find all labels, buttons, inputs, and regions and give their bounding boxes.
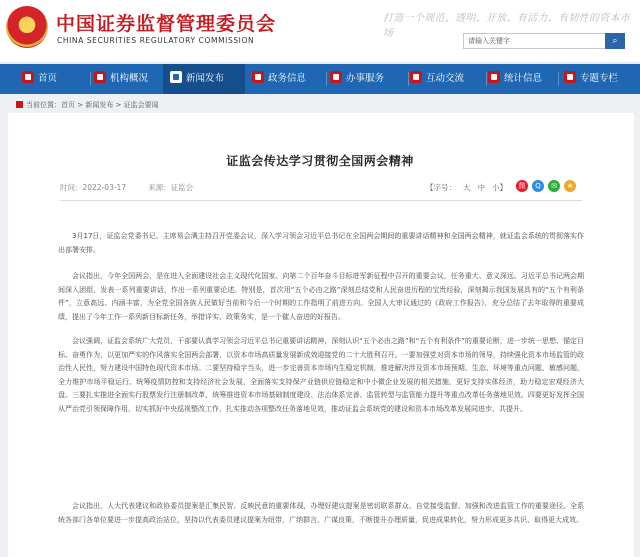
building-icon [94, 71, 106, 83]
article-meta [60, 182, 215, 193]
chart-icon [488, 71, 500, 83]
nav-divider [326, 72, 327, 86]
location-icon [16, 101, 23, 108]
nav-divider [486, 72, 487, 86]
nav-item-services[interactable]: 办事服务 [330, 64, 402, 94]
font-size-small[interactable]: 小】 [492, 183, 507, 192]
home-icon [22, 71, 34, 83]
chat-icon [410, 71, 422, 83]
nav-item-news[interactable]: 新闻发布 [163, 64, 245, 94]
search-box[interactable] [463, 33, 625, 49]
breadcrumb [16, 100, 159, 110]
bookmark-icon [564, 71, 576, 83]
article-paragraph: 会议强调，证监会系统广大党员、干部要认真学习领会习近平总书记重要讲话精神，深刻认识“五个必由之路”和“五个有利条件”的重要论断，进一步统一思想、锚定目标、奋勇作为，以更加严实的作风落实全国两会部署，以资本市场高质量发展新成效迎接党的二十大胜利召开。一要加强党对资本市场的领导，持续强化资本市场监管的政治性人民性，努力建设中国特色现代资本市场。二要坚持稳字当头，进一步完善资本市场内生稳定机制，推进解决涉及资本市场预期、生态、环境等重点问题、敏感问题，全力维护市场平稳运行。统筹疫情防控和支持经济社会发展，全面落实支持保产业链供应链稳定和中小微企业发展的相关措施，更好支持实体经济，助力稳定宏观经济大盘。三要扎实推进全面实行股票发行注册制改革，统筹推进资本市场基础制度建设、法治体系完善、监管转型与监管能力提升等重点改革任务落地见效。四要更好发挥全国从严治党引领保障作用，切实抓好中央巡视整改工作，扎实推动各项整改任务落地见效，推动证监会系统党的建设和资本市场改革发展同进步、共提升。 [58, 337, 584, 413]
nav-item-statistics[interactable]: 统计信息 [488, 64, 554, 94]
share-qq-icon[interactable]: Q [532, 180, 544, 192]
article-title: 证监会传达学习贯彻全国两会精神 [226, 154, 414, 168]
font-size-medium[interactable]: 中 [477, 183, 485, 192]
user-icon [330, 71, 342, 83]
nav-item-topics[interactable]: 专题专栏 [564, 64, 634, 94]
article-paragraph: 会议指出，今年全国两会，是在进入全面建设社会主义现代化国家、向第二个百年奋斗目标进军新征程中召开的重要会议，任务重大、意义深远。习近平总书记两会期间深入团组，发表一系列重要讲话，作出一系列重要论述。特别是，首次用“五个必由之路”深刻总结党和人民奋进历程的宝贵经验，深刻揭示我国发展具有的“五个有利条件”，立意高远、内涵丰富，为全党全国各族人民做好当前和今后一个时期的工作指明了前进方向。全国人大审议通过的《政府工作报告》，充分总结了去年取得的重要成绩，提出了今年工作一系列新目标新任务，举措详实、政策务实，是一个催人奋进的好报告。 [58, 272, 584, 321]
nav-item-gov-info[interactable]: 政务信息 [252, 64, 324, 94]
national-emblem-icon[interactable]: ★ [6, 6, 48, 48]
article-source: 来源：证监会 [148, 183, 194, 192]
nav-divider [408, 72, 409, 86]
breadcrumb-prefix: 当前位置： [26, 101, 61, 109]
document-icon [252, 71, 264, 83]
meta-divider [60, 200, 582, 201]
article-paragraph: 会议指出，人大代表建议和政协委员提案是汇集民智、反映民意的重要体现，办理好建议提案是密切联系群众、自觉接受监督、加强和改进监管工作的重要途径。全系统各部门各单位要进一步提高政治站位，坚持以代表委员建议提案为纽带，广纳群言，广谋良策，不断提升办理质量，促进成果转化，努力形成更多共识、取得更大成效。 [58, 502, 584, 524]
breadcrumb-path[interactable]: 首页 > 新闻发布 > 证监会要闻 [61, 101, 159, 109]
nav-divider [558, 72, 559, 86]
share-wechat-icon[interactable]: ✉ [548, 180, 560, 192]
main-nav [0, 62, 640, 94]
font-size-control [426, 182, 514, 193]
share-sina-icon[interactable]: 微 [516, 180, 528, 192]
nav-item-home[interactable]: 首页 [22, 64, 74, 94]
nav-item-org[interactable]: 机构概况 [94, 64, 160, 94]
nav-item-interaction[interactable]: 互动交流 [410, 64, 482, 94]
site-title[interactable]: 中国证券监督管理委员会 [56, 13, 277, 35]
nav-divider [90, 72, 91, 86]
search-icon[interactable]: ⌕ [605, 33, 625, 49]
article-paragraph: 3月17日，证监会党委书记、主席易会满主持召开党委会议，深入学习领会习近平总书记在全国两会期间的重要讲话精神和全国两会精神，就证监会系统的贯彻落实作出部署安排。 [58, 232, 584, 254]
search-input[interactable]: 请输入关键字 [468, 37, 510, 45]
news-icon [170, 71, 182, 83]
font-size-large[interactable]: 大 [463, 183, 471, 192]
font-size-label: 【字号： [426, 183, 456, 192]
site-header [0, 0, 640, 62]
site-subtitle: CHINA SECURITIES REGULATORY COMMISSION [57, 36, 255, 45]
site-slogan: 打造一个规范、透明、开放、有活力、有韧性的资本市场 [383, 13, 631, 39]
article-date: 时间：2022-03-17 [60, 183, 127, 192]
share-qzone-icon[interactable]: ★ [564, 180, 576, 192]
